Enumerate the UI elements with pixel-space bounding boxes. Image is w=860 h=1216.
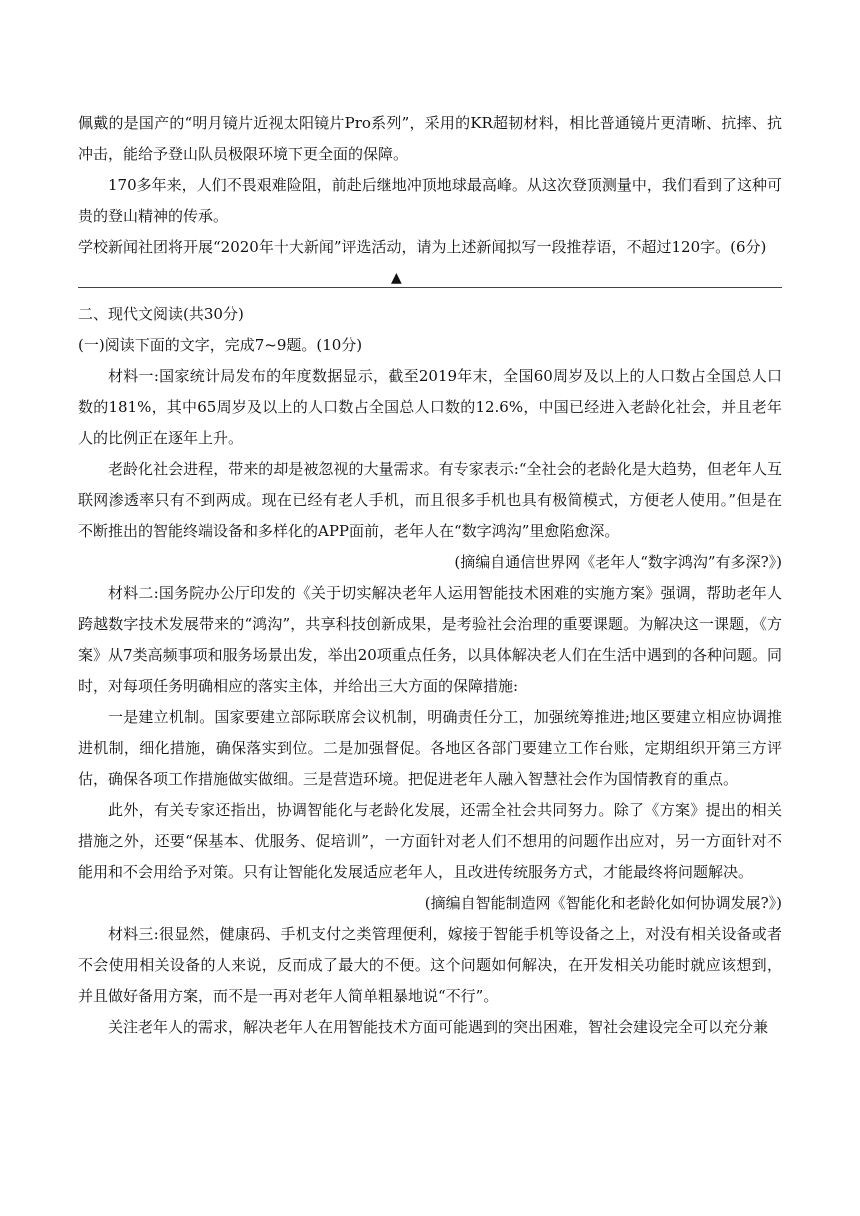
material1-paragraph-2: 老龄化社会进程，带来的却是被忽视的大量需求。有专家表示:“全社会的老龄化是大趋势，但老年人互联网渗透率只有不到两成。现在已经有老人手机，而且很多手机也具有极简模式，方便老人使用。”但是在不断推出的智能终端设备和多样化的APP面前，老年人在“数字鸿沟”里愈陷愈深。 — [78, 460, 782, 540]
q6-prompt: 学校新闻社团将开展“2020年十大新闻”评选活动，请为上述新闻拟写一段推荐语，不超过120字。(6分) — [78, 238, 767, 256]
material1-paragraph-1: 材料一:国家统计局发布的年度数据显示，截至2019年末，全国60周岁及以上的人口数占全国总人口数的181%，其中65周岁及以上的人口数占全国总人口数的12.6%，中国已经进入老龄化社会，并且老年人的比例正在逐年上升。 — [78, 367, 782, 447]
section-subheading: (一)阅读下面的文字，完成7~9题。(10分) — [78, 336, 363, 354]
answer-area[interactable] — [78, 265, 782, 295]
q6-paragraph-continued: 佩戴的是国产的“明月镜片近视太阳镜片Pro系列”，采用的KR超韧材料，相比普通镜片更清晰、抗摔、抗冲击，能给予登山队员极限环境下更全面的保障。 — [78, 114, 782, 163]
material2-paragraph-3: 此外，有关专家还指出，协调智能化与老龄化发展，还需全社会共同努力。除了《方案》提出的相关措施之外，还要“保基本、优服务、促培训”，一方面针对老人们不想用的问题作出应对，另一方面针对不能用和不会用给予对策。只有让智能化发展适应老年人，且改进传统服务方式，才能最终将问题解决。 — [78, 801, 782, 881]
material1-source: (摘编自通信世界网《老年人“数字鸿沟”有多深?》) — [454, 553, 782, 571]
answer-line — [78, 287, 782, 288]
material2-paragraph-2: 一是建立机制。国家要建立部际联席会议机制，明确责任分工，加强统筹推进;地区要建立相应协调推进机制，细化措施，确保落实到位。二是加强督促。各地区各部门要建立工作台账，定期组织开第三方评估，确保各项工作措施做实做细。三是营造环境。把促进老年人融入智慧社会作为国情教育的重点。 — [78, 708, 782, 788]
material2-paragraph-1: 材料二:国务院办公厅印发的《关于切实解决老年人运用智能技术困难的实施方案》强调，帮助老年人跨越数字技术发展带来的“鸿沟”，共享科技创新成果，是考验社会治理的重要课题。为解决这一课题，《方案》从7类高频事项和服务场景出发，举出20项重点任务，以具体解决老人们在生活中遇到的各种问题。同时，对每项任务明确相应的落实主体，并给出三大方面的保障措施: — [78, 584, 782, 695]
q6-paragraph-history: 170多年来，人们不畏艰难险阻，前赴后继地冲顶地球最高峰。从这次登顶测量中，我们看到了这种可贵的登山精神的传承。 — [78, 176, 782, 225]
answer-marker-icon: ▲ — [391, 270, 402, 286]
material2-source: (摘编自智能制造网《智能化和老龄化如何协调发展?》) — [424, 894, 782, 912]
material3-paragraph-1: 材料三:很显然，健康码、手机支付之类管理便利，嫁接于智能手机等设备之上，对没有相关设备或者不会使用相关设备的人来说，反而成了最大的不便。这个问题如何解决，在开发相关功能时就应该想到，并且做好备用方案，而不是一再对老年人简单粗暴地说“不行”。 — [78, 925, 782, 1005]
section-heading: 二、现代文阅读(共30分) — [78, 305, 244, 323]
document-page — [78, 108, 782, 1043]
material3-paragraph-2: 关注老年人的需求，解决老年人在用智能技术方面可能遇到的突出困难，智社会建设完全可以充分兼 — [108, 1018, 769, 1036]
